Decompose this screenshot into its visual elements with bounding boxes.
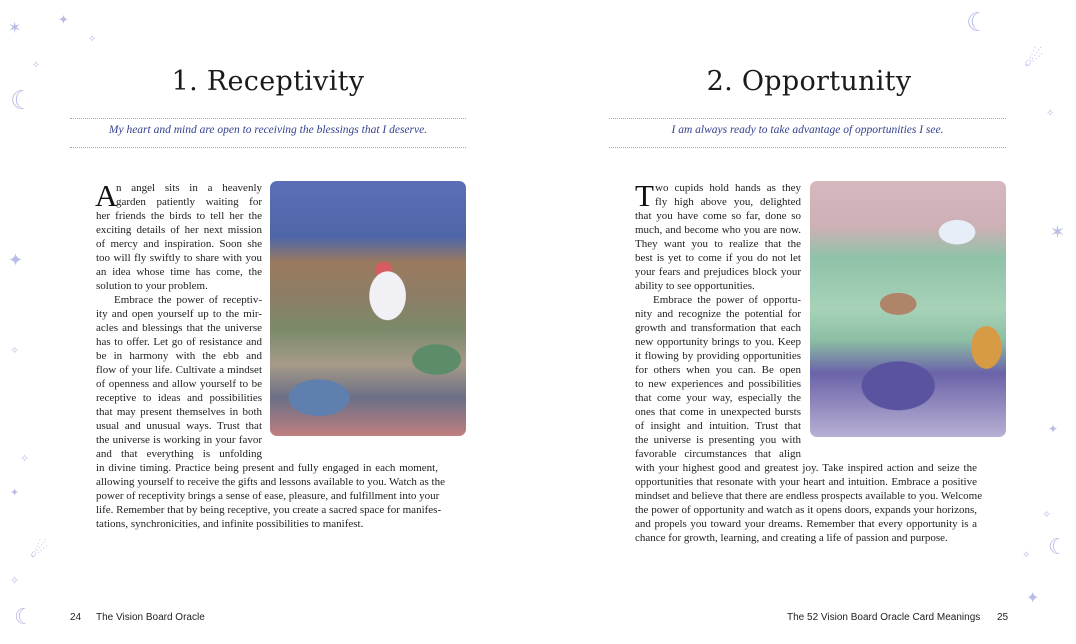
body-line: your fears and prejudices block your — [635, 266, 801, 278]
star-icon: ✧ — [88, 34, 97, 45]
body-line: be in harmony with the ebb and — [96, 350, 262, 362]
body-line: for others when you can. Be open — [635, 364, 801, 376]
body-line: it flowing by providing opportunities — [635, 350, 801, 362]
body-line: chance for growth, learning, and creating a life of passion and purpose. — [635, 532, 948, 544]
star-icon: ✶ — [1050, 222, 1066, 242]
body-line: garden patiently waiting for — [116, 196, 262, 208]
body-line: ity and open yourself up to the mir- — [96, 308, 262, 320]
moon-icon: ☾ — [14, 604, 34, 629]
star-icon: ✦ — [1026, 590, 1040, 607]
star-icon: ✧ — [1042, 509, 1052, 521]
body-line: ability to see opportunities. — [635, 280, 755, 292]
affirmation: I am always ready to take advantage of opportunities I see. — [671, 124, 944, 136]
moon-icon: ☾ — [1048, 534, 1068, 559]
body-line: usual and unusual ways. Trust that — [96, 420, 262, 432]
card-title: 2. Opportunity — [706, 66, 912, 97]
body-line: an idea whose time has come, the — [96, 266, 262, 278]
body-line: wo cupids hold hands as they — [655, 182, 801, 194]
star-icon: ✧ — [1022, 550, 1031, 561]
star-icon: ✦ — [58, 12, 69, 27]
moon-icon: ☾ — [10, 86, 34, 115]
body-line: growth and transformation that each — [635, 322, 801, 334]
body-line: acles and blessings that the universe — [96, 322, 262, 334]
divider — [609, 118, 1006, 119]
comet-icon: ☄ — [1024, 46, 1044, 71]
card-artwork-receptivity — [270, 181, 466, 436]
body-line: the power of opportunity and watch as it opens doors, expands your horizons, — [635, 504, 977, 516]
body-line: n angel sits in a heavenly — [116, 182, 262, 194]
star-icon: ✧ — [10, 345, 20, 357]
card-title: 1. Receptivity — [171, 66, 365, 97]
body-line: too will fly swiftly to share with you — [96, 252, 262, 264]
body-line: and that everything is unfolding — [96, 448, 262, 460]
right-page — [538, 0, 1076, 644]
body-line: favorable circumstances that align — [635, 448, 801, 460]
body-line: in divine timing. Practice being present and fully engaged in each moment, — [96, 462, 438, 474]
body-line: allowing yourself to receive the gifts and lessons available to you. Watch as the — [96, 476, 445, 488]
divider — [70, 147, 466, 148]
body-line: best is yet to come if you do not let — [635, 252, 801, 264]
body-line: with your highest good and greatest joy. Take inspired action and seize the — [635, 462, 977, 474]
body-line: the universe is presenting you with — [635, 434, 801, 446]
body-line: of insight and intuition. Trust that — [635, 420, 801, 432]
body-line: fly high above you, delighted — [655, 196, 801, 208]
body-line: that may present themselves in both — [96, 406, 262, 418]
body-line: to new experiences and possibilities — [635, 378, 801, 390]
body-line: tations, synchronicities, and infinite possibilities to manifest. — [96, 518, 364, 530]
star-icon: ✦ — [10, 487, 20, 499]
body-line: receptive to ideas and possibilities — [96, 392, 262, 404]
card-artwork-opportunity — [810, 181, 1006, 437]
body-line: flow of your life. Cultivate a mindset — [96, 364, 262, 376]
page-number: 25 — [997, 612, 1009, 623]
body-line: that come your way, especially the — [635, 392, 801, 404]
body-line: mindset and believe that there are endless prospects available to you. Welcome — [635, 490, 983, 502]
moon-icon: ☾ — [966, 8, 990, 37]
body-line: that you have come so far, done so — [635, 210, 801, 222]
star-icon: ✦ — [1048, 422, 1059, 436]
body-line: much, and become who you are now. — [635, 224, 801, 236]
star-icon: ✶ — [8, 20, 22, 37]
body-line: Embrace the power of receptiv- — [114, 294, 262, 306]
comet-icon: ☄ — [30, 540, 48, 562]
affirmation: My heart and mind are open to receiving the blessings that I deserve. — [108, 124, 428, 136]
star-icon: ✧ — [1046, 108, 1055, 119]
body-line: exciting details of her next mission — [96, 224, 262, 236]
body-line: solution to your problem. — [96, 280, 208, 292]
drop-cap: A — [95, 178, 118, 213]
running-head: The 52 Vision Board Oracle Card Meanings — [787, 612, 981, 623]
divider — [609, 147, 1006, 148]
body-line: has to offer. Let go of resistance and — [96, 336, 262, 348]
divider — [70, 118, 466, 119]
body-line: the universe is working in your favor — [96, 434, 262, 446]
star-icon: ✧ — [32, 60, 41, 71]
star-icon: ✧ — [20, 453, 30, 465]
body-line: opportunities that resonate with your heart and intuition. Embrace a positive — [635, 476, 977, 488]
body-line: They want you to realize that the — [635, 238, 801, 250]
body-line: of mercy and inspiration. Soon she — [96, 238, 262, 250]
page-number: 24 — [70, 612, 82, 623]
running-head: The Vision Board Oracle — [96, 612, 205, 623]
body-line: of openness and allow yourself to be — [96, 378, 262, 390]
body-line: and propels you toward your dreams. Remember that every opportunity is a — [635, 518, 977, 530]
star-icon: ✧ — [10, 575, 20, 587]
body-line: Embrace the power of opportu- — [653, 294, 801, 306]
body-line: nity and recognize the potential for — [635, 308, 801, 320]
body-line: ones that come in unexpected bursts — [635, 406, 801, 418]
body-line: power of receptivity brings a sense of ease, pleasure, and fulfillment into your — [96, 490, 440, 502]
body-line: new opportunity brings to you. Keep — [635, 336, 801, 348]
star-icon: ✦ — [8, 250, 24, 270]
body-line: her friends the birds to tell her the — [96, 210, 262, 222]
body-line: life. Remember that by being receptive, you create a sacred space for manifes- — [96, 504, 442, 516]
drop-cap: T — [635, 178, 654, 213]
